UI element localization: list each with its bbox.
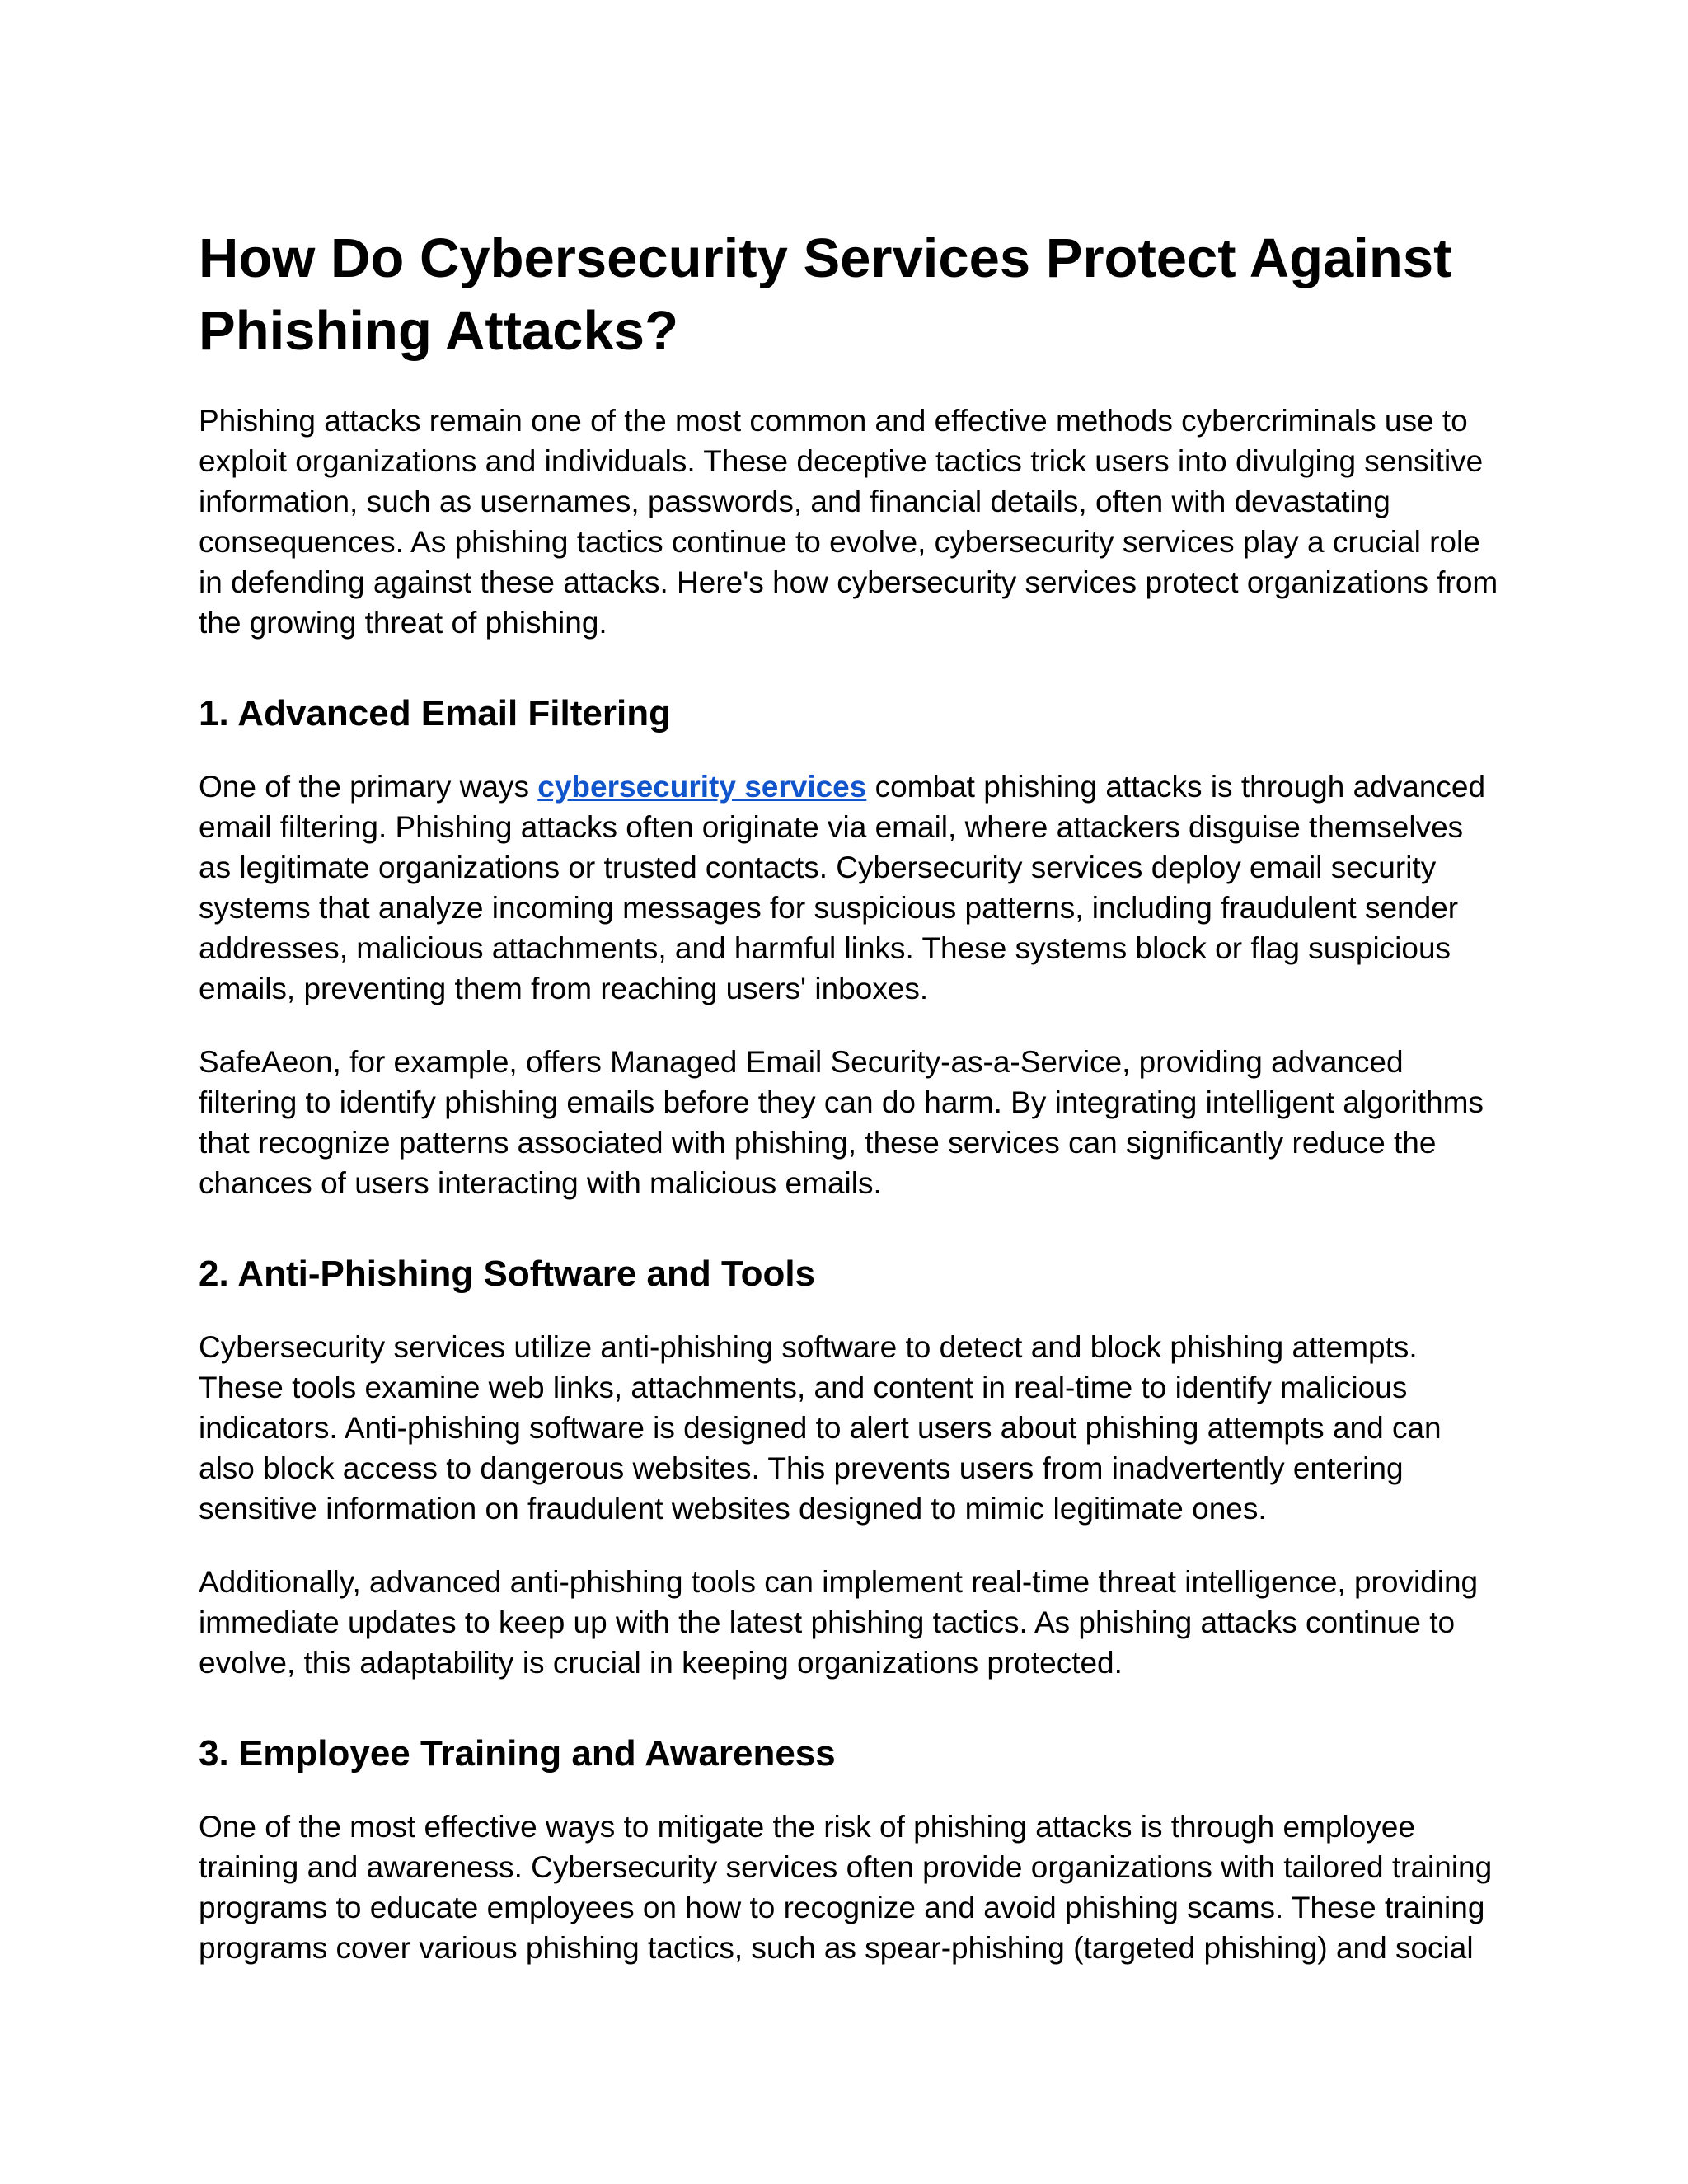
- cybersecurity-services-link[interactable]: cybersecurity services: [537, 770, 867, 804]
- section-spacer: [199, 1236, 1501, 1251]
- anti-phishing-paragraph-1: Cybersecurity services utilize anti-phishing software to detect and block phishing attempts. These tools examine web links, attachments, and content in real-time to identify malicious indicators. Anti-phishing software is designed to alert users about phishing attempts and can also block access to dangerous websites. This prevents users from inadvertently entering sensitive information on fraudulent websites designed to mimic legitimate ones.: [199, 1330, 1442, 1526]
- section-spacer: [199, 1716, 1501, 1731]
- email-filtering-paragraph-2: SafeAeon, for example, offers Managed Email Security-as-a-Service, providing advanced filtering to identify phishing emails before they can do harm. By integrating intelligent algorithms that recognize patterns associated with phishing, these services can significantly reduce the chances of users interacting with malicious emails.: [199, 1045, 1484, 1200]
- section-spacer: [199, 676, 1501, 691]
- intro-paragraph: Phishing attacks remain one of the most common and effective methods cybercriminals use to exploit organizations and individuals. These deceptive tactics trick users into divulging sensitive information, such as usernames, passwords, and financial details, often with devastating consequences. As phishing tactics continue to evolve, cybersecurity services play a crucial role in defending against these attacks. Here's how cybersecurity services protect organizations from the growing threat of phishing.: [199, 404, 1498, 640]
- anti-phishing-paragraph-2: Additionally, advanced anti-phishing tools can implement real-time threat intelligence, providing immediate updates to keep up with the latest phishing tactics. As phishing attacks continue to evolve, this adaptability is crucial in keeping organizations protected.: [199, 1565, 1479, 1680]
- document-page: [199, 223, 1501, 2001]
- employee-training-paragraph-1: One of the most effective ways to mitigate the risk of phishing attacks is through employee training and awareness. Cybersecurity services often provide organizations with tailored training programs to educate employees on how to recognize and avoid phishing scams. These training programs cover various phishing tactics, such as spear-phishing (targeted phishing) and social: [199, 1810, 1493, 1965]
- section-heading-email-filtering: 1. Advanced Email Filtering: [199, 693, 671, 733]
- section-heading-anti-phishing: 2. Anti-Phishing Software and Tools: [199, 1254, 816, 1294]
- email-filtering-paragraph-1: [199, 766, 1501, 1009]
- paragraph-text: combat phishing attacks is through advanced email filtering. Phishing attacks often originate via email, where attackers disguise themselves as legitimate organizations or trusted contacts. Cybersecurity services deploy email security systems that analyze incoming messages for suspicious patterns, including fraudulent sender addresses, malicious attachments, and harmful links. These systems block or flag suspicious emails, preventing them from reaching users' inboxes.: [199, 770, 1486, 1005]
- paragraph-text: One of the primary ways: [199, 770, 538, 804]
- section-heading-employee-training: 3. Employee Training and Awareness: [199, 1733, 836, 1774]
- document-title: How Do Cybersecurity Services Protect Against Phishing Attacks?: [199, 227, 1452, 362]
